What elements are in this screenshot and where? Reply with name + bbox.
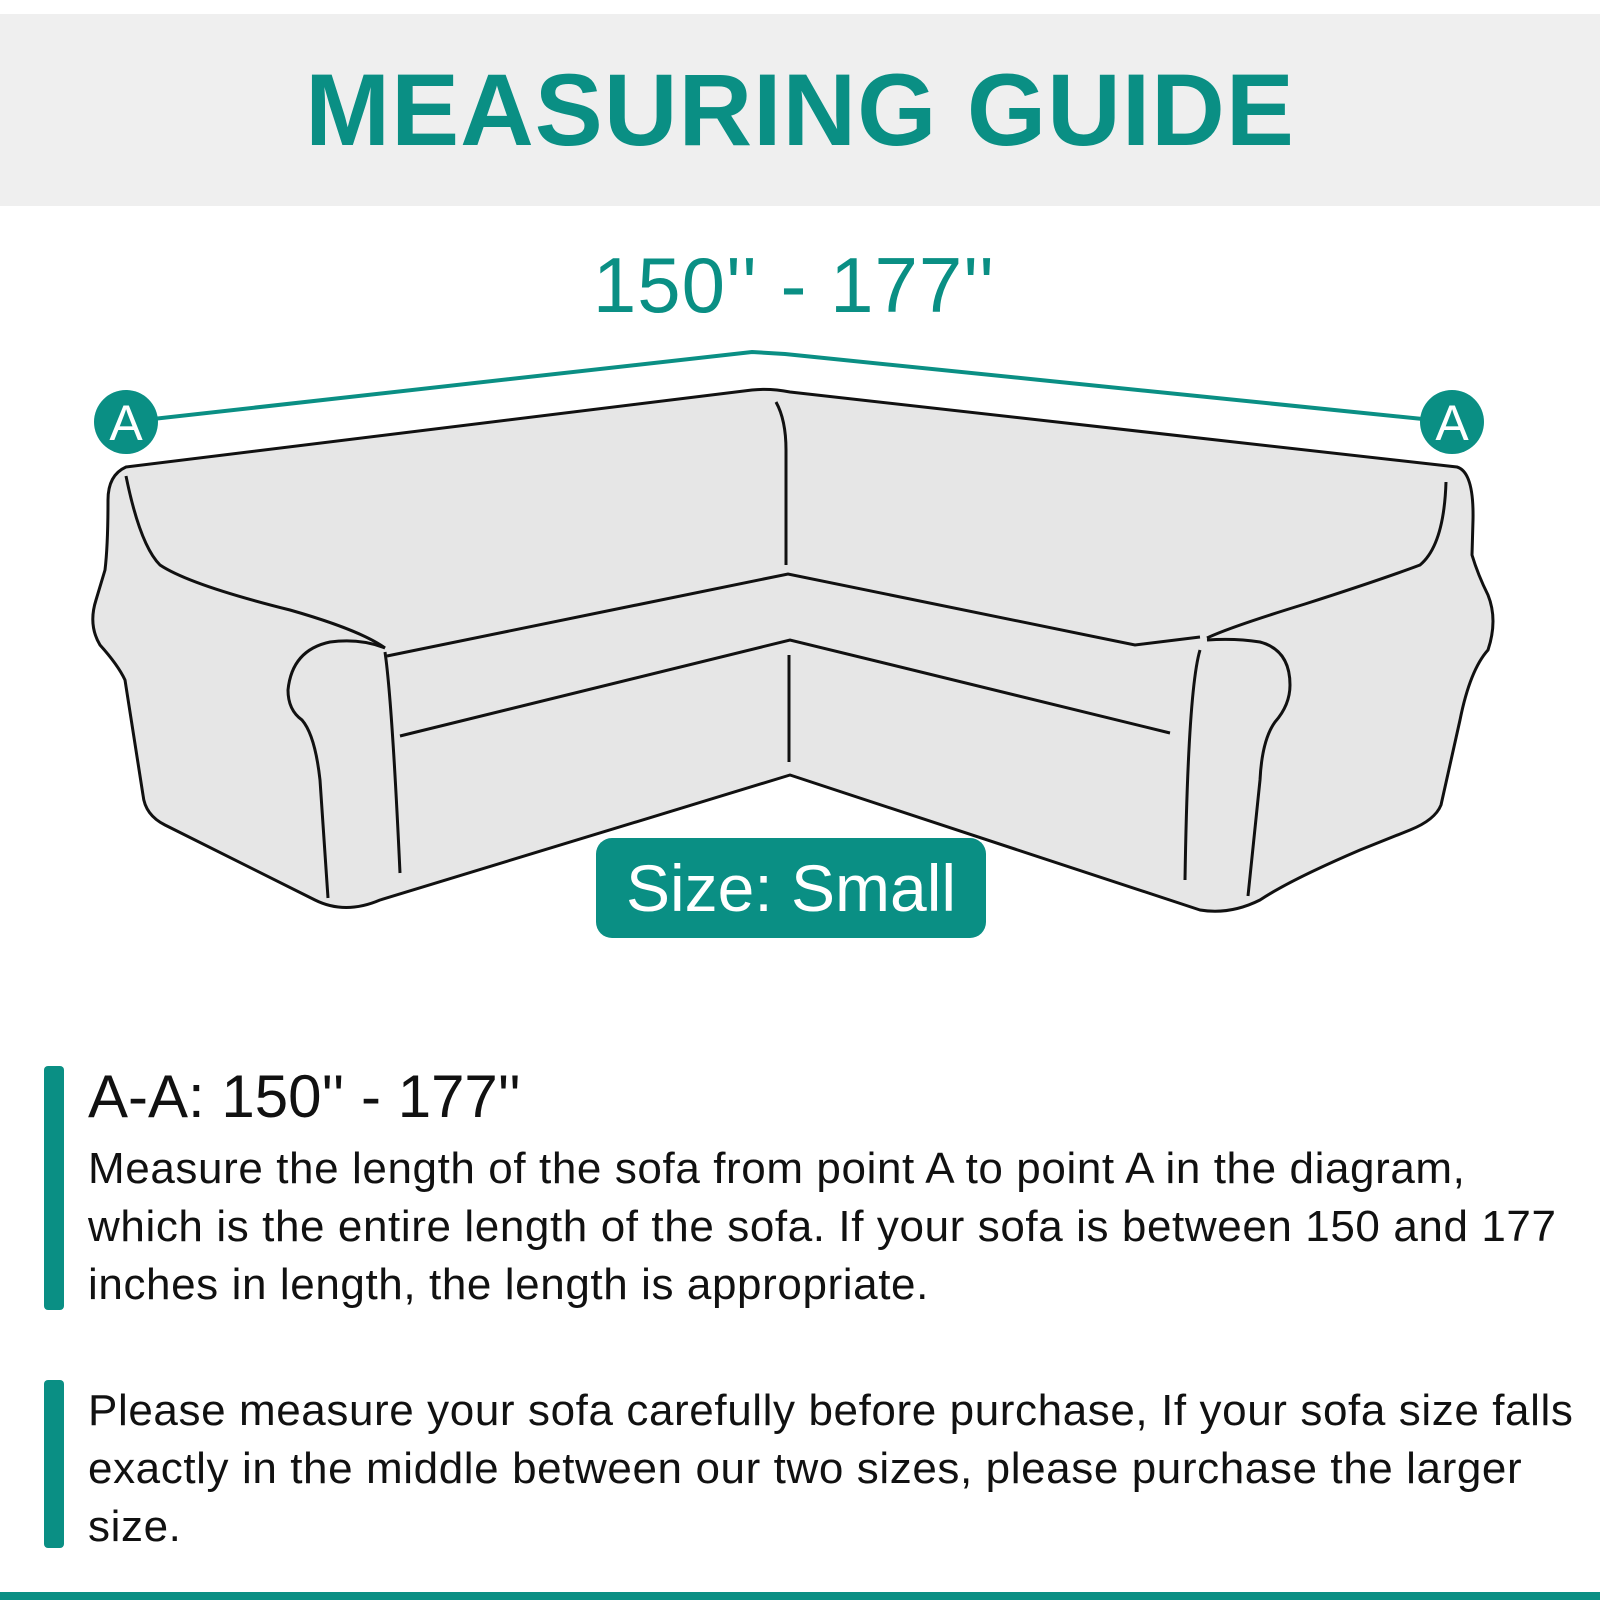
page-title: MEASURING GUIDE bbox=[305, 52, 1295, 167]
size-badge: Size: Small bbox=[596, 838, 986, 938]
length-range-label: 150'' - 177'' bbox=[592, 241, 996, 329]
point-a-right-label: A bbox=[1435, 395, 1469, 451]
point-a-left-label: A bbox=[109, 395, 143, 451]
aa-measure-description: Measure the length of the sofa from point A to point A in the diagram, which is the entire length of the sofa. If your sofa is between 150 and 177 inches in length, the length is appropriate. bbox=[88, 1144, 1557, 1309]
bottom-accent-line bbox=[0, 1592, 1600, 1600]
sofa-outline bbox=[93, 389, 1493, 911]
header-banner bbox=[0, 14, 1600, 206]
purchase-note: Please measure your sofa carefully before purchase, If your sofa size falls exactly in the middle between our two sizes, please purchase the larger size. bbox=[88, 1386, 1574, 1551]
accent-bar bbox=[44, 1066, 64, 1310]
accent-bar bbox=[44, 1380, 64, 1548]
aa-measure-title: A-A: 150'' - 177'' bbox=[88, 1063, 521, 1130]
top-strip bbox=[0, 0, 1600, 14]
